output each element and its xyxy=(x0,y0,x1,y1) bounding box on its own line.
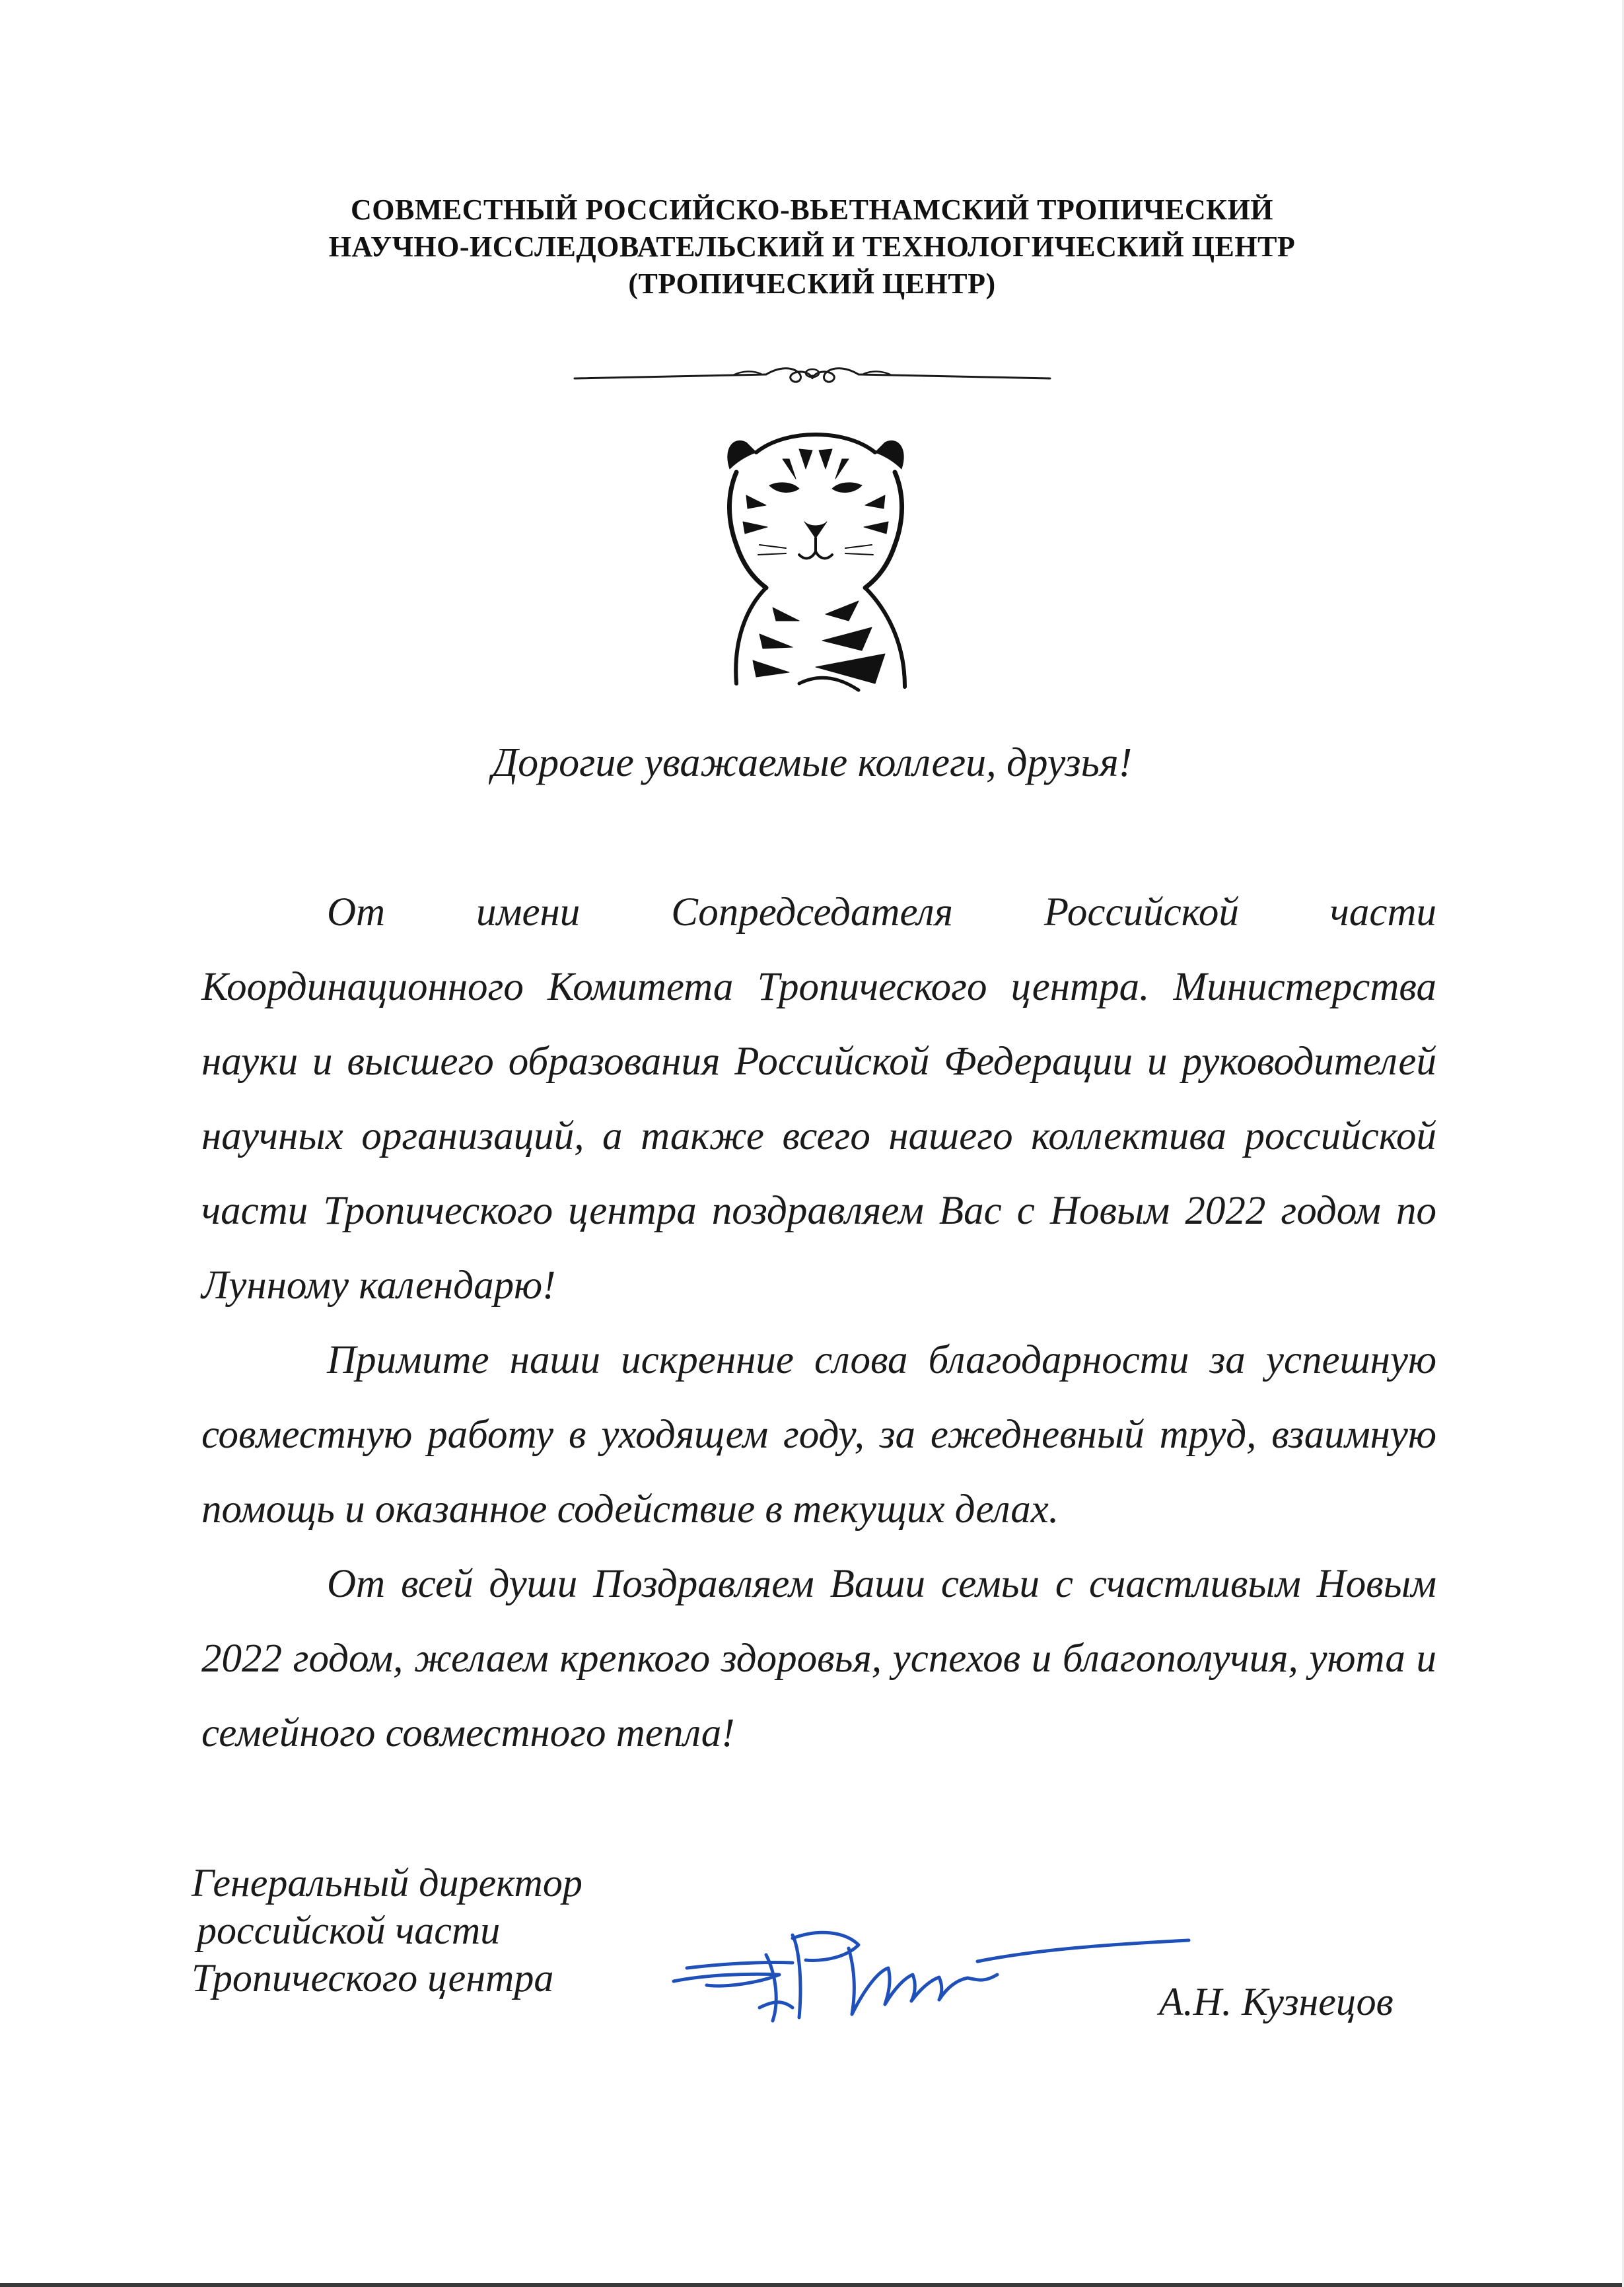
tiger-head-icon xyxy=(707,423,925,700)
signatory-name: А.Н. Кузнецов xyxy=(1159,1980,1394,2023)
paragraph-2: Примите наши искренние слова благодарности за успешную совместную работу в уходящем году, за ежедневный труд, взаимную помощь и оказанное содействие в текущих делах. xyxy=(201,1338,1436,1531)
paragraph-3: От всей души Поздравляем Ваши семьи с счастливым Новым 2022 годом, желаем крепкого здоровья, успехов и благополучия, уюта и семейного совместного тепла! xyxy=(201,1562,1436,1755)
position-line-2: российской части xyxy=(197,1909,501,1952)
header-line-2: НАУЧНО-ИССЛЕДОВАТЕЛЬСКИЙ И ТЕХНОЛОГИЧЕСКИЙ ЦЕНТР xyxy=(328,230,1296,263)
greeting-line: Дорогие уважаемые коллеги, друзья! xyxy=(491,740,1133,785)
organization-header xyxy=(0,192,1624,302)
signatory-position xyxy=(192,1859,693,2002)
position-line-3: Тропического центра xyxy=(192,1956,554,2000)
ornament-divider-icon xyxy=(568,347,1057,406)
paragraph-1: От имени Сопредседателя Российской части Координационного Комитета Тропического центра. Министерства науки и высшего образования Российской Федерации и руководителей научных организаций, а также всего нашего коллектива российской части Тропического центра поздравляем Вас с Новым 2022 годом по Лунному календарю! xyxy=(201,890,1436,1308)
position-line-1: Генеральный директор xyxy=(192,1861,583,1905)
letter-body xyxy=(201,875,1436,1771)
header-line-1: СОВМЕСТНЫЙ РОССИЙСКО-ВЬЕТНАМСКИЙ ТРОПИЧЕСКИЙ xyxy=(350,194,1274,226)
handwritten-signature xyxy=(667,1909,1195,2034)
scan-border-bottom xyxy=(0,2283,1624,2287)
header-line-3: (ТРОПИЧЕСКИЙ ЦЕНТР) xyxy=(628,267,996,300)
